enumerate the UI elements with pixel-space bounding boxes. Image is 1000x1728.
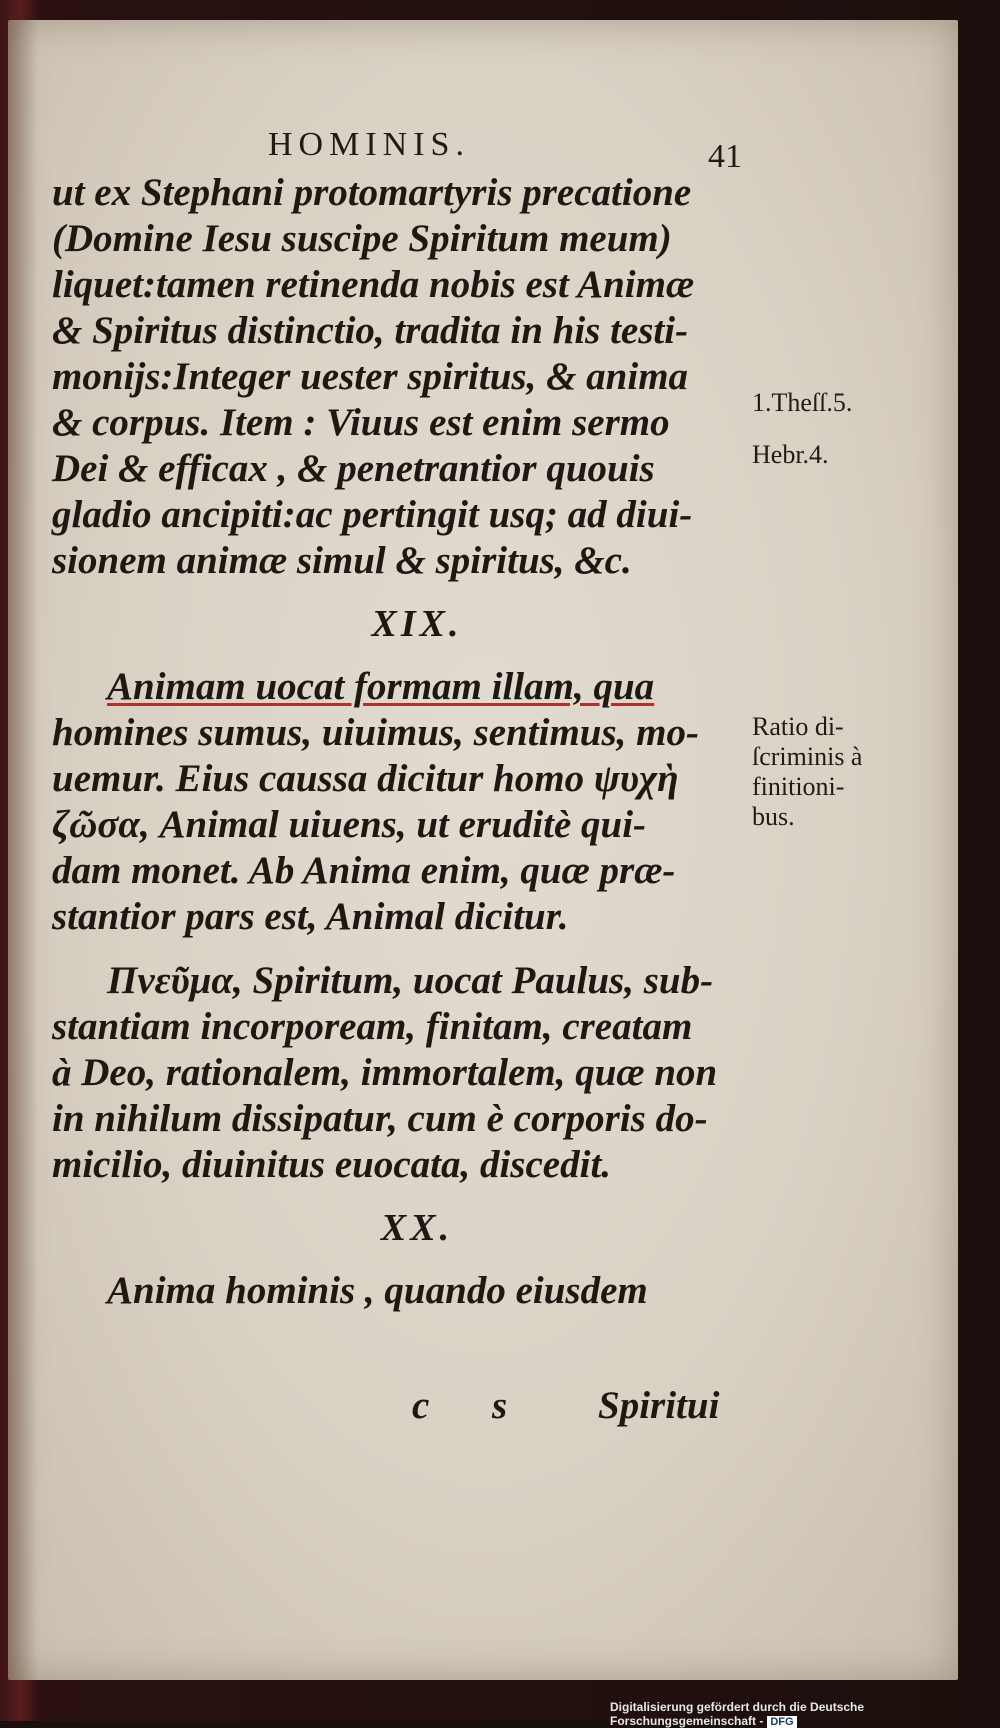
text-line: Anima hominis , quando eiusdem — [107, 1269, 648, 1312]
text-line: Animam uocat formam illam, qua — [107, 665, 655, 708]
text-line: homines sumus, uiuimus, sentimus, mo- — [52, 711, 699, 754]
text-line: dam monet. Ab Anima enim, quæ præ- — [52, 849, 676, 892]
text-line: monijs:Integer uester spiritus, & anima — [52, 355, 689, 398]
text-line: in nihilum dissipatur, cum è corporis do- — [52, 1097, 708, 1140]
page-gutter-shadow — [8, 20, 38, 1680]
main-text-block — [52, 170, 752, 1314]
text-line: ζῶσα, Animal uiuens, ut eruditè qui- — [52, 803, 647, 846]
margin-note-line: ſcriminis à — [752, 742, 863, 771]
margin-note-line: Ratio di- — [752, 712, 844, 741]
text-line: micilio, diuinitus euocata, discedit. — [52, 1143, 612, 1186]
text-line: stantiam incorpoream, finitam, creatam — [52, 1005, 693, 1048]
paragraph-gap — [52, 940, 752, 958]
credit-text: Digitalisierung gefördert durch die Deutsche Forschungsgemeinschaft - — [610, 1700, 865, 1728]
section-number-19: XIX. — [371, 603, 463, 645]
dfg-logo: DFG — [767, 1716, 796, 1728]
text-line: Πνεῦμα, Spiritum, uocat Paulus, sub- — [107, 959, 714, 1002]
margin-note-line: bus. — [752, 802, 795, 831]
page-number: 41 — [708, 138, 742, 175]
text-line: uemur. Eius caussa dicitur homo ψυχὴ — [52, 757, 679, 800]
digitization-credit — [610, 1700, 1000, 1728]
margin-note-thess: 1.Theſſ.5. — [752, 388, 853, 417]
text-line: & corpus. Item : Viuus est enim sermo — [52, 401, 670, 444]
text-line: liquet:tamen retinenda nobis est Animæ — [52, 263, 695, 306]
text-line: ut ex Stephani protomartyris precatione — [52, 171, 692, 214]
text-line: Dei & efficax , & penetrantior quouis — [52, 447, 655, 490]
text-line: sionem animæ simul & spiritus, &c. — [52, 539, 632, 582]
running-head: HOMINIS. — [268, 126, 470, 163]
text-line: (Domine Iesu suscipe Spiritum meum) — [52, 217, 672, 260]
text-line: à Deo, rationalem, immortalem, quæ non — [52, 1051, 718, 1094]
margin-note-hebr: Hebr.4. — [752, 440, 829, 469]
text-line: & Spiritus distinctio, tradita in his testi- — [52, 309, 689, 352]
margin-note-line: finitioni- — [752, 772, 845, 801]
catchword: Spiritui — [598, 1384, 720, 1427]
signature-mark: c — [412, 1384, 430, 1427]
signature-number: s — [492, 1384, 508, 1427]
section-number-20: XX. — [380, 1207, 454, 1249]
text-line: gladio ancipiti:ac pertingit usq; ad diui- — [52, 493, 693, 536]
margin-note-ratio — [752, 712, 862, 832]
text-line: stantior pars est, Animal dicitur. — [52, 895, 569, 938]
